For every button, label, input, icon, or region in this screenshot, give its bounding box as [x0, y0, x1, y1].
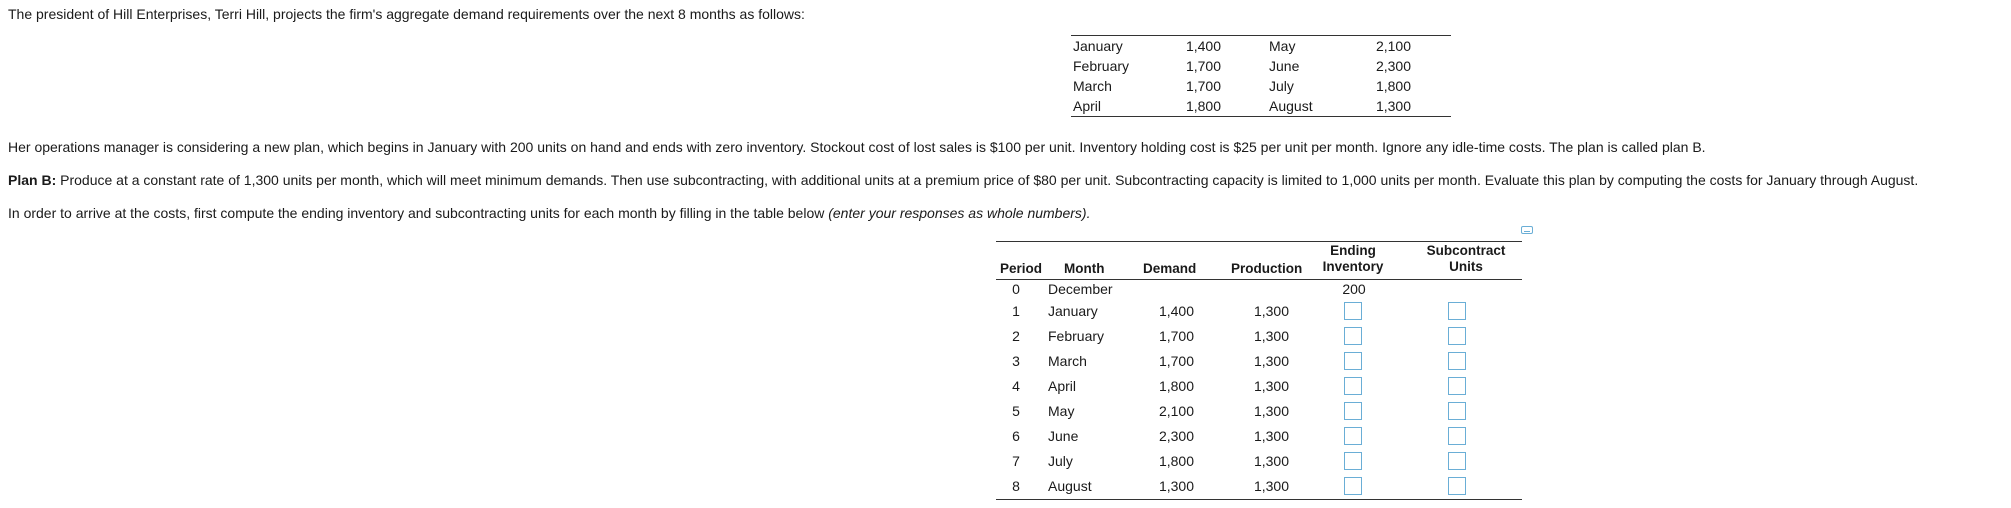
- intro-text: The president of Hill Enterprises, Terri Hill, projects the firm's aggregate demand requirements over the next 8 months as follows:: [8, 6, 805, 22]
- subcontract-units-input[interactable]: [1448, 402, 1466, 420]
- subcontract-units-input[interactable]: [1448, 352, 1466, 370]
- production-cell: 1,300: [1253, 428, 1289, 444]
- table-row: [996, 374, 1522, 399]
- month-cell: January: [1048, 303, 1098, 319]
- plan-b-text: [8, 171, 1918, 189]
- demand-month: February: [1073, 58, 1130, 74]
- demand-cell: 1,700: [1158, 328, 1194, 344]
- answer-table-header: [996, 241, 1522, 280]
- answer-table: [996, 241, 1522, 500]
- period-cell: 1: [1012, 303, 1020, 319]
- ending-inventory-input[interactable]: [1344, 352, 1362, 370]
- demand-cell: 1,700: [1158, 353, 1194, 369]
- period-cell: 4: [1012, 378, 1020, 394]
- plan-b-description: Produce at a constant rate of 1,300 units per month, which will meet minimum demands. Then use subcontracting, with additional units at a premium price of $80 per unit. Subcontracting capacity is limited to 1,000 units per month. Evaluate this plan by computing the costs for January through August.: [56, 172, 1919, 188]
- subcontract-units-input[interactable]: [1448, 427, 1466, 445]
- subcontract-units-input[interactable]: [1448, 302, 1466, 320]
- production-cell: 1,300: [1253, 353, 1289, 369]
- period-cell: 6: [1012, 428, 1020, 444]
- demand-value: 1,800: [1375, 78, 1411, 94]
- demand-row: [1071, 56, 1451, 76]
- table-row: [996, 474, 1522, 499]
- period-cell: 8: [1012, 478, 1020, 494]
- ending-inventory-input[interactable]: [1344, 477, 1362, 495]
- demand-value: 1,700: [1185, 78, 1221, 94]
- instruction-note: (enter your responses as whole numbers).: [828, 205, 1091, 221]
- ending-inventory-input[interactable]: [1344, 452, 1362, 470]
- subcontract-units-input[interactable]: [1448, 477, 1466, 495]
- demand-cell: 2,100: [1158, 403, 1194, 419]
- table-row: [996, 399, 1522, 424]
- ending-inventory-input[interactable]: [1344, 327, 1362, 345]
- demand-row: [1071, 96, 1451, 116]
- period-cell: 0: [1012, 281, 1020, 297]
- table-row: [996, 280, 1522, 299]
- subcontract-units-input[interactable]: [1448, 452, 1466, 470]
- demand-month: May: [1269, 38, 1296, 54]
- production-cell: 1,300: [1253, 453, 1289, 469]
- table-row: [996, 349, 1522, 374]
- production-cell: 1,300: [1253, 303, 1289, 319]
- table-bottom-rule: [996, 499, 1522, 500]
- month-cell: August: [1048, 478, 1092, 494]
- period-cell: 3: [1012, 353, 1020, 369]
- header-demand: Demand: [1143, 261, 1197, 276]
- demand-cell: 1,800: [1158, 378, 1194, 394]
- production-cell: 1,300: [1253, 328, 1289, 344]
- header-production: Production: [1231, 261, 1303, 276]
- demand-cell: 1,300: [1158, 478, 1194, 494]
- demand-month: January: [1073, 38, 1123, 54]
- production-cell: 1,300: [1253, 403, 1289, 419]
- demand-value: 2,100: [1375, 38, 1411, 54]
- table-row: [996, 424, 1522, 449]
- ending-inventory-input[interactable]: [1344, 302, 1362, 320]
- demand-cell: 1,400: [1158, 303, 1194, 319]
- header-subcontract-units: Subcontract Units: [1426, 243, 1506, 274]
- ending-inventory-input[interactable]: [1344, 402, 1362, 420]
- table-row: [996, 324, 1522, 349]
- plan-b-label: Plan B:: [8, 172, 57, 188]
- table-row: [996, 299, 1522, 324]
- starting-inventory-cell: 200: [1342, 281, 1366, 297]
- header-period: Period: [1000, 261, 1043, 276]
- instruction-body: In order to arrive at the costs, first compute the ending inventory and subcontracting units for each month by filling in the table below: [8, 205, 829, 221]
- header-month: Month: [1064, 261, 1105, 276]
- production-cell: 1,300: [1253, 378, 1289, 394]
- demand-month: March: [1073, 78, 1112, 94]
- demand-value: 1,400: [1185, 38, 1221, 54]
- month-cell: June: [1048, 428, 1079, 444]
- header-ending-inventory: Ending Inventory: [1322, 243, 1384, 274]
- demand-row: [1071, 36, 1451, 56]
- demand-forecast-table: [1071, 35, 1451, 117]
- demand-month: April: [1073, 98, 1102, 114]
- demand-cell: 1,800: [1158, 453, 1194, 469]
- month-cell: May: [1048, 403, 1075, 419]
- period-cell: 5: [1012, 403, 1020, 419]
- demand-cell: 2,300: [1158, 428, 1194, 444]
- period-cell: 2: [1012, 328, 1020, 344]
- instruction-text: [8, 204, 1090, 222]
- demand-month: July: [1269, 78, 1294, 94]
- demand-row: [1071, 76, 1451, 96]
- production-cell: 1,300: [1253, 478, 1289, 494]
- month-cell: February: [1048, 328, 1105, 344]
- operations-text: Her operations manager is considering a new plan, which begins in January with 200 units on hand and ends with zero inventory. Stockout cost of lost sales is $100 per unit. Inventory holding cost is $25 per unit per month. Ignore any idle-time costs. The plan is called plan B.: [8, 139, 1706, 155]
- demand-value: 2,300: [1375, 58, 1411, 74]
- period-cell: 7: [1012, 453, 1020, 469]
- month-cell: April: [1048, 378, 1077, 394]
- demand-month: August: [1269, 98, 1313, 114]
- demand-value: 1,300: [1375, 98, 1411, 114]
- ending-inventory-input[interactable]: [1344, 377, 1362, 395]
- demand-value: 1,800: [1185, 98, 1221, 114]
- subcontract-units-input[interactable]: [1448, 327, 1466, 345]
- table-widget-icon[interactable]: [1521, 226, 1533, 234]
- table-row: [996, 449, 1522, 474]
- month-cell: March: [1048, 353, 1087, 369]
- demand-value: 1,700: [1185, 58, 1221, 74]
- demand-month: June: [1269, 58, 1300, 74]
- ending-inventory-input[interactable]: [1344, 427, 1362, 445]
- month-cell: December: [1048, 281, 1113, 297]
- subcontract-units-input[interactable]: [1448, 377, 1466, 395]
- month-cell: July: [1048, 453, 1073, 469]
